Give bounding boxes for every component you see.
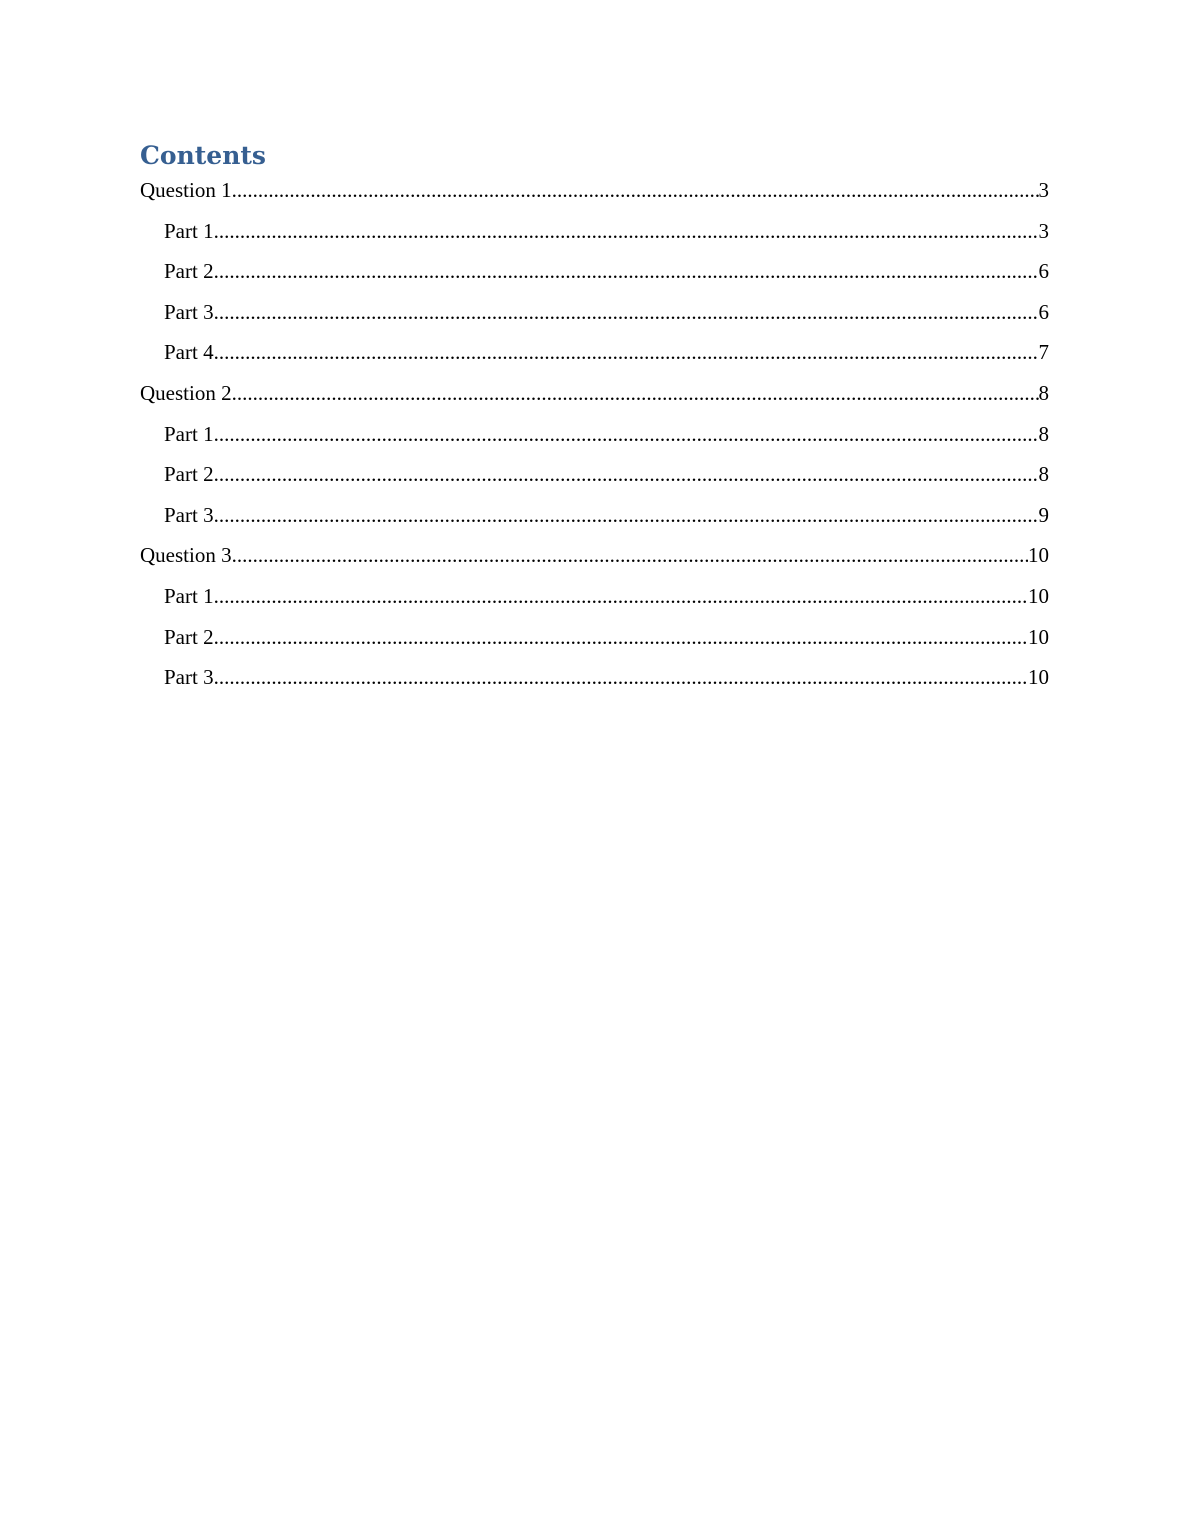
toc-entry-label: Part 1 (164, 421, 214, 446)
toc-entry-page-number: 6 (1038, 299, 1049, 324)
toc-entry-page-number: 7 (1038, 340, 1049, 365)
toc-entry-label: Question 1 (140, 178, 232, 202)
toc-entry-page-number: 10 (1028, 583, 1049, 608)
toc-entry-label: Part 2 (164, 624, 214, 649)
toc-entry-label: Part 4 (164, 340, 214, 365)
toc-entry[interactable] (140, 420, 1049, 461)
toc-entry[interactable] (140, 338, 1049, 379)
toc-dot-leader (232, 379, 1039, 407)
toc-entry[interactable] (140, 257, 1049, 298)
toc-entry-label: Question 3 (140, 543, 232, 568)
toc-entry-page-number: 10 (1028, 624, 1049, 649)
toc-entry-page-number: 10 (1028, 543, 1049, 568)
toc-dot-leader (214, 501, 1039, 529)
toc-entry-page-number: 3 (1038, 178, 1049, 202)
toc-dot-leader (214, 298, 1039, 326)
toc-entry-label: Part 3 (164, 299, 214, 324)
toc-entry-page-number: 9 (1038, 502, 1049, 527)
toc-list (140, 176, 1049, 704)
toc-dot-leader (214, 420, 1039, 448)
toc-entry-label: Question 2 (140, 380, 232, 405)
toc-entry[interactable] (140, 663, 1049, 704)
toc-entry[interactable] (140, 176, 1049, 217)
toc-entry[interactable] (140, 298, 1049, 339)
toc-dot-leader (214, 338, 1039, 366)
toc-dot-leader (214, 460, 1039, 488)
toc-entry-page-number: 8 (1038, 421, 1049, 446)
toc-dot-leader (232, 176, 1039, 204)
toc-entry-label: Part 3 (164, 665, 214, 690)
toc-entry[interactable] (140, 501, 1049, 542)
toc-title: Contents (140, 141, 267, 170)
toc-dot-leader (214, 217, 1039, 245)
table-of-contents (140, 138, 1049, 704)
toc-entry-page-number: 8 (1038, 462, 1049, 487)
toc-entry[interactable] (140, 217, 1049, 258)
toc-entry[interactable] (140, 623, 1049, 664)
toc-entry-label: Part 1 (164, 583, 214, 608)
toc-entry[interactable] (140, 460, 1049, 501)
toc-dot-leader (214, 663, 1028, 691)
toc-entry-page-number: 3 (1038, 218, 1049, 243)
toc-dot-leader (214, 623, 1028, 651)
toc-entry[interactable] (140, 541, 1049, 582)
toc-dot-leader (214, 257, 1039, 285)
toc-entry[interactable] (140, 582, 1049, 623)
toc-entry-label: Part 2 (164, 462, 214, 487)
toc-entry-label: Part 1 (164, 218, 214, 243)
toc-entry-label: Part 2 (164, 259, 214, 284)
toc-entry-label: Part 3 (164, 502, 214, 527)
toc-dot-leader (214, 582, 1028, 610)
toc-entry[interactable] (140, 379, 1049, 420)
toc-entry-page-number: 6 (1038, 259, 1049, 284)
toc-dot-leader (232, 541, 1028, 569)
toc-entry-page-number: 10 (1028, 665, 1049, 690)
toc-entry-page-number: 8 (1038, 380, 1049, 405)
